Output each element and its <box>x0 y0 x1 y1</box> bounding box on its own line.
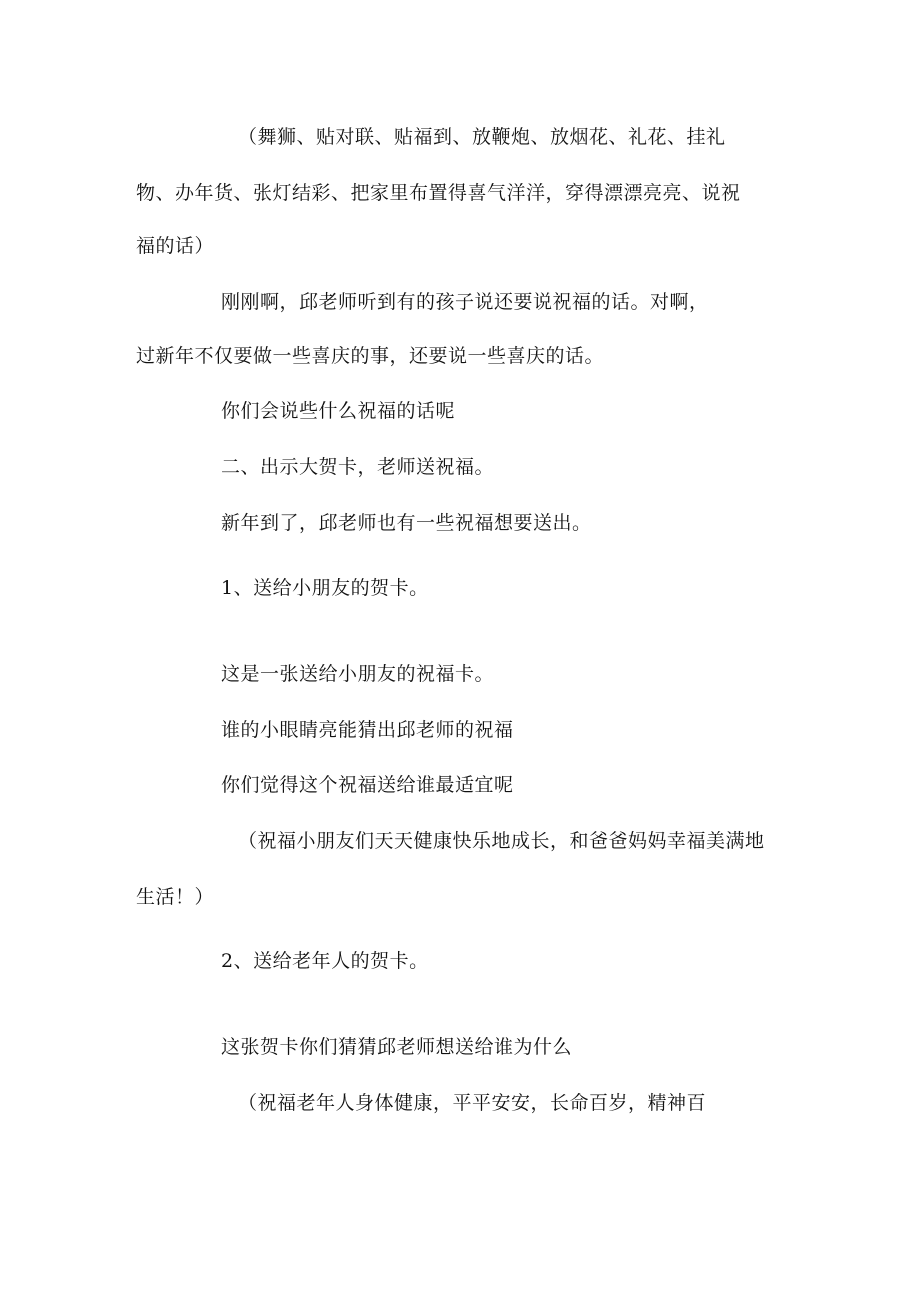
paragraph-line: 谁的小眼睛亮能猜出邱老师的祝福 <box>221 719 514 741</box>
paragraph-line: 这是一张送给小朋友的祝福卡。 <box>221 663 495 685</box>
paragraph-line: 新年到了，邱老师也有一些祝福想要送出。 <box>221 512 592 534</box>
paragraph-line: 过新年不仅要做一些喜庆的事，还要说一些喜庆的话。 <box>136 345 605 367</box>
subsection-heading: 2、送给老年人的贺卡。 <box>221 950 429 972</box>
paragraph-line: （祝福老年人身体健康，平平安安，长命百岁，精神百 <box>238 1092 707 1114</box>
subsection-heading: 1、送给小朋友的贺卡。 <box>221 577 429 599</box>
paragraph-line: （祝福小朋友们天天健康快乐地成长，和爸爸妈妈幸福美满地 <box>238 830 765 852</box>
paragraph-line: 生活！） <box>136 886 215 908</box>
paragraph-line: 这张贺卡你们猜猜邱老师想送给谁为什么 <box>221 1036 573 1058</box>
paragraph-line: 你们会说些什么祝福的话呢 <box>221 400 456 422</box>
paragraph-line: 物、办年货、张灯结彩、把家里布置得喜气洋洋，穿得漂漂亮亮、说祝 <box>136 182 741 204</box>
section-heading: 二、出示大贺卡，老师送祝福。 <box>221 456 495 478</box>
paragraph-line: 福的话） <box>136 235 215 257</box>
paragraph-line: （舞狮、贴对联、贴福到、放鞭炮、放烟花、礼花、挂礼 <box>238 126 726 148</box>
paragraph-line: 你们觉得这个祝福送给谁最适宜呢 <box>221 774 514 796</box>
paragraph-line: 刚刚啊，邱老师听到有的孩子说还要说祝福的话。对啊， <box>221 291 709 313</box>
